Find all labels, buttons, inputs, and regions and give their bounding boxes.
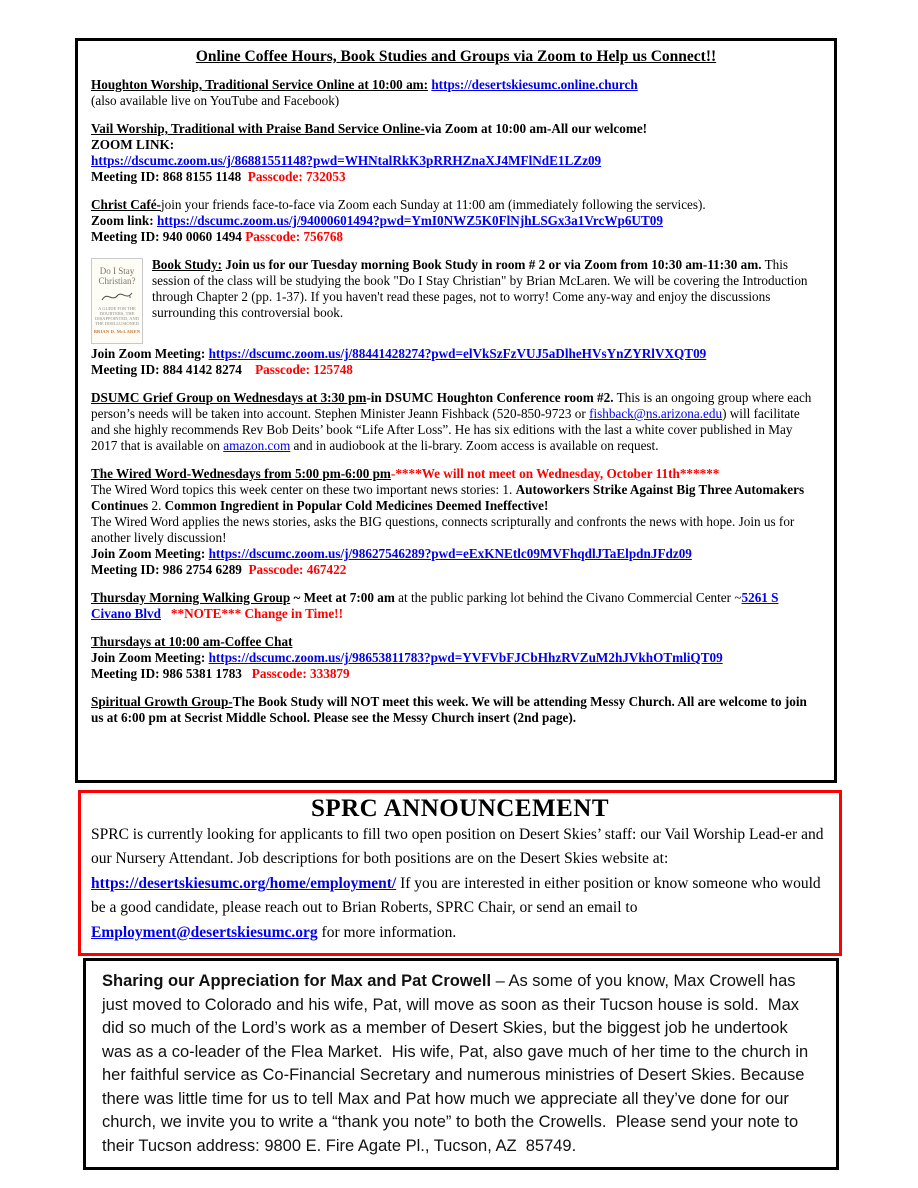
text-run: SPRC is currently looking for applicants to fill two open position on Desert Skies’ staff: our Vail Worship Lead-er and our Nursery Attendant. Job descriptions for both positions are on the Desert Skies website at: [91, 825, 824, 867]
appreciation-box [83, 958, 839, 1170]
text-run: Passcode: 732053 [247, 169, 346, 184]
text-run: This is an ongoing group where each person’s needs will be taken into account. Stephen Minister Jeann Fishback (520-850-9723 or [91, 390, 812, 421]
text-run: The Wired Word topics this week center on these two important news stories: 1. [91, 482, 516, 497]
text-run: -in DSUMC Houghton Conference room #2. [366, 390, 614, 405]
text-run: Thursday Morning Walking Group [91, 590, 291, 605]
sprc-body [91, 823, 829, 946]
zoom-link-wired-word[interactable]: https://dscumc.zoom.us/j/98627546289?pwd=eExKNEtlc09MVFhqdlJTaElpdnJFdz09 [208, 546, 692, 561]
link-employment-page[interactable]: https://desertskiesumc.org/home/employment/ [91, 874, 397, 892]
text-run: Meeting ID: 940 0060 1494 [91, 229, 246, 244]
section-vail-worship [91, 121, 821, 185]
book-cover-title-line1: Do I Stay [99, 266, 135, 276]
section-coffee-chat [91, 634, 821, 682]
text-run: 2. [148, 498, 165, 513]
zoom-link-vail[interactable]: https://dscumc.zoom.us/j/86881551148?pwd=WHNtalRkK3pRRHZnaXJ4MFlNdE1LZz09 [91, 153, 602, 168]
text-run: Join Zoom Meeting: [91, 546, 209, 561]
box1-title: Online Coffee Hours, Book Studies and Groups via Zoom to Help us Connect!! [195, 48, 717, 65]
text-run: ) will facilitate and she highly recommends Rev Bob Deits’ book “Life After Loss”. He has six editions with the last a white cover published in May 2017 that is available on [91, 406, 800, 453]
text-run: Zoom link: [91, 213, 157, 228]
text-run: via Zoom at 10:00 am-All our welcome! [424, 121, 648, 136]
sprc-announcement-box [78, 790, 842, 956]
text-run: Christ Café- [91, 197, 161, 212]
section-christ-cafe [91, 197, 821, 245]
section-wired-word [91, 466, 821, 578]
text-run: Meeting ID: 986 2754 6289 [91, 562, 249, 577]
text-run: If you are interested in either position or know someone who would be a good candidate, please reach out to Brian Roberts, SPRC Chair, or send an email to [91, 874, 821, 916]
section-spiritual-growth [91, 694, 821, 726]
text-run: Thursdays at 10:00 am-Coffee Chat [91, 634, 293, 649]
text-run: DSUMC Grief Group on Wednesdays at 3:30 pm [91, 390, 367, 405]
zoom-groups-box [75, 38, 837, 783]
book-cover-image [91, 258, 143, 344]
appreciation-body [102, 970, 820, 1158]
text-run: This session of the class will be studying the book "Do I Stay Christian" by Brian McLaren. We will be covering the Introduction through Chapter 2 (pp. 1-37). If you haven't read these pages, not to worry! Come any-way and enjoy the discussions surrounding this controversial book. [152, 257, 808, 320]
text-run: Sharing our Appreciation for Max and Pat Crowell [102, 972, 492, 990]
sprc-title: SPRC ANNOUNCEMENT [310, 795, 610, 822]
text-run: The Wired Word-Wednesdays from 5:00 pm-6:00 pm [91, 466, 391, 481]
zoom-link-christ-cafe[interactable]: https://dscumc.zoom.us/j/94000601494?pwd=YmI0NWZ5K0FlNjhLSGx3a1VrcWp6UT09 [156, 213, 663, 228]
text-run: Book Study: [152, 257, 222, 272]
text-run: Join us for our Tuesday morning Book Study in room # 2 or via Zoom from 10:30 am-11:30 am. [222, 257, 762, 272]
section-houghton-worship [91, 77, 821, 109]
text-run: ~ Meet at 7:00 am [290, 590, 395, 605]
link-amazon[interactable]: amazon.com [223, 438, 291, 453]
section-walking-group [91, 590, 821, 622]
email-fishback[interactable]: fishback@ns.arizona.edu [589, 406, 723, 421]
text-run: The Wired Word applies the news stories, asks the BIG questions, connects scripturally and confronts the news with hope. Join us for another lively discussion! [91, 514, 795, 545]
zoom-link-coffee-chat[interactable]: https://dscumc.zoom.us/j/98653811783?pwd=YVFVbFJCbHhzRVZuM2hJVkhOTmliQT09 [208, 650, 723, 665]
text-run: join your friends face-to-face via Zoom each Sunday at 11:00 am (immediately following the services). [160, 197, 706, 212]
text-run: Houghton Worship, Traditional Service Online at 10:00 am: [91, 77, 429, 92]
email-employment[interactable]: Employment@desertskiesumc.org [91, 923, 318, 941]
book-cover-author: BRIAN D. McLAREN [93, 329, 141, 334]
text-run: Passcode: 333879 [251, 666, 350, 681]
text-run: Spiritual Growth Group- [91, 694, 233, 709]
text-run: for more information. [317, 923, 457, 941]
section-book-study-text [152, 257, 808, 320]
section-grief-group [91, 390, 821, 454]
text-run: ZOOM LINK: [91, 137, 175, 152]
text-run: The Book Study will NOT meet this week. We will be attending Messy Church. All are welcome to join us at 6:00 pm at Secrist Middle School. Please see the Messy Church insert (2nd page). [91, 694, 807, 725]
text-run: Passcode: 756768 [245, 229, 344, 244]
text-run: **NOTE*** Change in Time!! [170, 606, 343, 621]
text-run: and in audiobook at the li-brary. Zoom access is available on request. [290, 438, 659, 453]
text-run [161, 606, 171, 621]
book-cover-title-line2: Christian? [98, 276, 136, 286]
text-run: Autoworkers Strike Against Big Three Automakers Continues [91, 482, 805, 513]
text-run: (also available live on YouTube and Facebook) [91, 93, 340, 108]
link-civano-address[interactable]: 5261 S Civano Blvd [91, 590, 779, 621]
zoom-link-book-study[interactable]: https://dscumc.zoom.us/j/88441428274?pwd=elVkSzFzVUJ5aDlheHVsYnZYRlVXQT09 [208, 346, 707, 361]
text-run: Passcode: 125748 [255, 362, 353, 377]
link-online-church[interactable]: https://desertskiesumc.online.church [431, 77, 638, 92]
text-run: Meeting ID: 884 4142 8274 [91, 362, 256, 377]
text-run: Meeting ID: 986 5381 1783 [91, 666, 252, 681]
section-book-study-zoom [91, 346, 821, 378]
text-run: Passcode: 467422 [248, 562, 347, 577]
text-run: Meeting ID: 868 8155 1148 [91, 169, 248, 184]
text-run: Join Zoom Meeting: [91, 650, 209, 665]
text-run: Join Zoom Meeting: [91, 346, 209, 361]
text-run: Common Ingredient in Popular Cold Medicines Deemed Ineffective! [164, 498, 549, 513]
book-signature-flourish [100, 289, 134, 304]
text-run: -****We will not meet on Wednesday, October 11th****** [390, 466, 720, 481]
text-run: Vail Worship, Traditional with Praise Band Service Online- [91, 121, 425, 136]
text-run: at the public parking lot behind the Civano Commercial Center ~ [394, 590, 742, 605]
section-book-study [91, 257, 821, 334]
text-run: – As some of you know, Max Crowell has just moved to Colorado and his wife, Pat, will move as soon as their Tucson house is sold. Max did so much of the Lord’s work as a member of Desert Skies, but the biggest job he undertook was as a co-leader of the Flea Market. His wife, Pat, also gave much of her time to the church in her faithful service as Co-Financial Secretary and numerous ministries of Desert Skies. Because there was little time for us to tell Max and Pat how much we appreciate all they’ve done for our church, we invite you to write a “thank you note” to both the Crowells. Please send your note to their Tucson address: 9800 E. Fire Agate Pl., Tucson, AZ 85749. [102, 972, 809, 1155]
book-cover-subtitle: A GUIDE FOR THE DOUBTERS, THE DISAPPOINTED, AND THE DISILLUSIONED [95, 306, 140, 326]
